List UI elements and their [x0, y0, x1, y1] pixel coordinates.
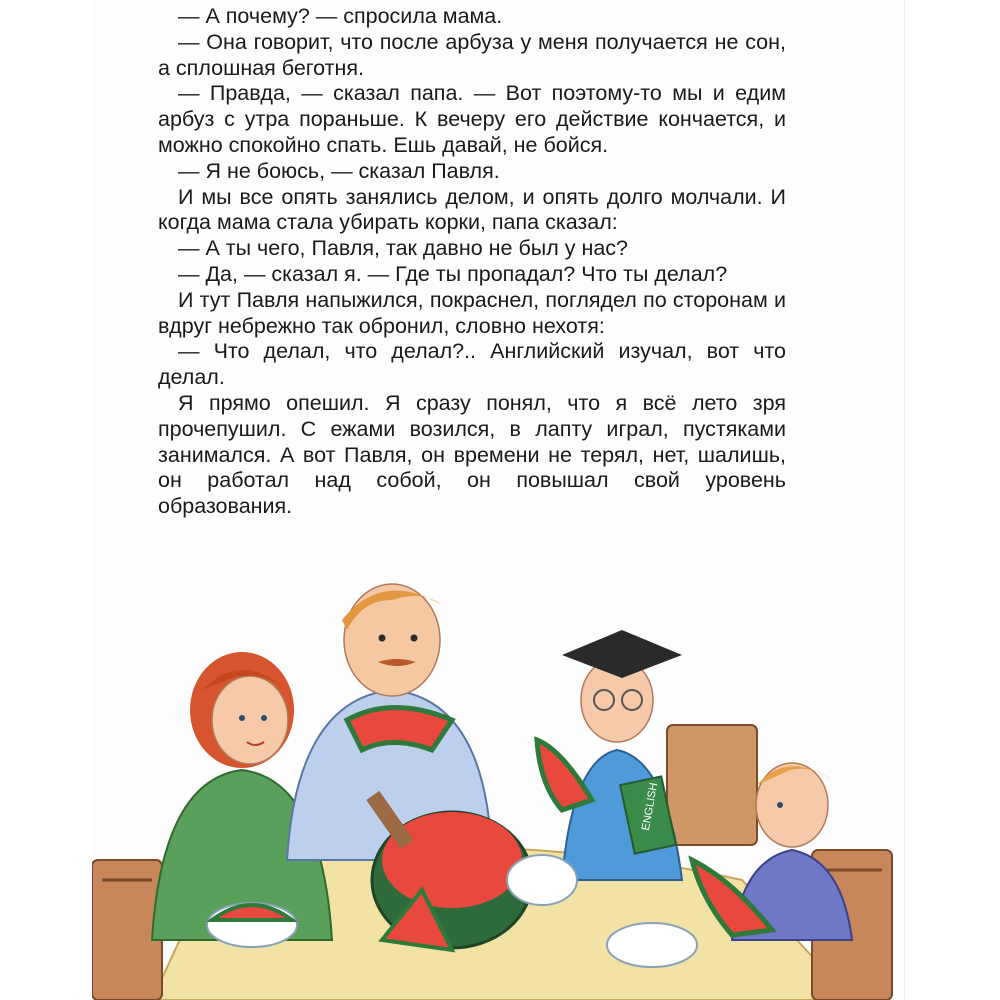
paragraph: — Да, — сказал я. — Где ты пропадал? Что ты делал? — [178, 261, 728, 286]
graduation-cap — [562, 630, 682, 678]
paragraph: — А почему? — спросила мама. — [178, 4, 503, 28]
watermelon-slice — [537, 740, 592, 810]
paragraph: — Я не боюсь, — сказал Павля. — [178, 158, 500, 183]
paragraph: Я прямо опешил. Я сразу понял, что я всё лето зря прочепушил. С ежами возился, в лапту играл, пустяками занимался. А вот Павля, он времени не терял, нет, шалишь, он работал над собой, он повышал свой уровень образования. — [158, 390, 786, 519]
plate — [507, 855, 577, 905]
watermelon-slice — [347, 708, 452, 751]
book-title: ENGLISH — [639, 781, 661, 832]
paragraph: — А ты чего, Павля, так давно не был у нас? — [178, 236, 628, 261]
paragraph: — Что делал, что делал?.. Английский изучал, вот что делал. — [158, 339, 786, 390]
watermelon-family-illustration — [92, 560, 904, 1000]
chair-back — [667, 725, 757, 845]
pavlya-figure — [537, 630, 682, 880]
paragraph: И тут Павля напыжился, покраснел, поглядел по сторонам и вдруг небрежно так обронил, словно нехотя: — [158, 287, 786, 338]
paragraph: — Правда, — сказал папа. — Вот поэтому-то мы и едим арбуз с утра пораньше. К вечеру его действие кончается, и можно спокойно спать. Ешь давай, не бойся. — [158, 81, 786, 157]
paragraph: — Она говорит, что после арбуза у меня получается не сон, а сплошная беготня. — [158, 29, 786, 80]
paragraph: И мы все опять занялись делом, и опять долго молчали. И когда мама стала убирать корки, папа сказал: — [158, 184, 786, 235]
story-text — [158, 0, 786, 520]
chair-left — [92, 860, 162, 1000]
plate — [607, 923, 697, 967]
whole-watermelon — [366, 791, 532, 948]
